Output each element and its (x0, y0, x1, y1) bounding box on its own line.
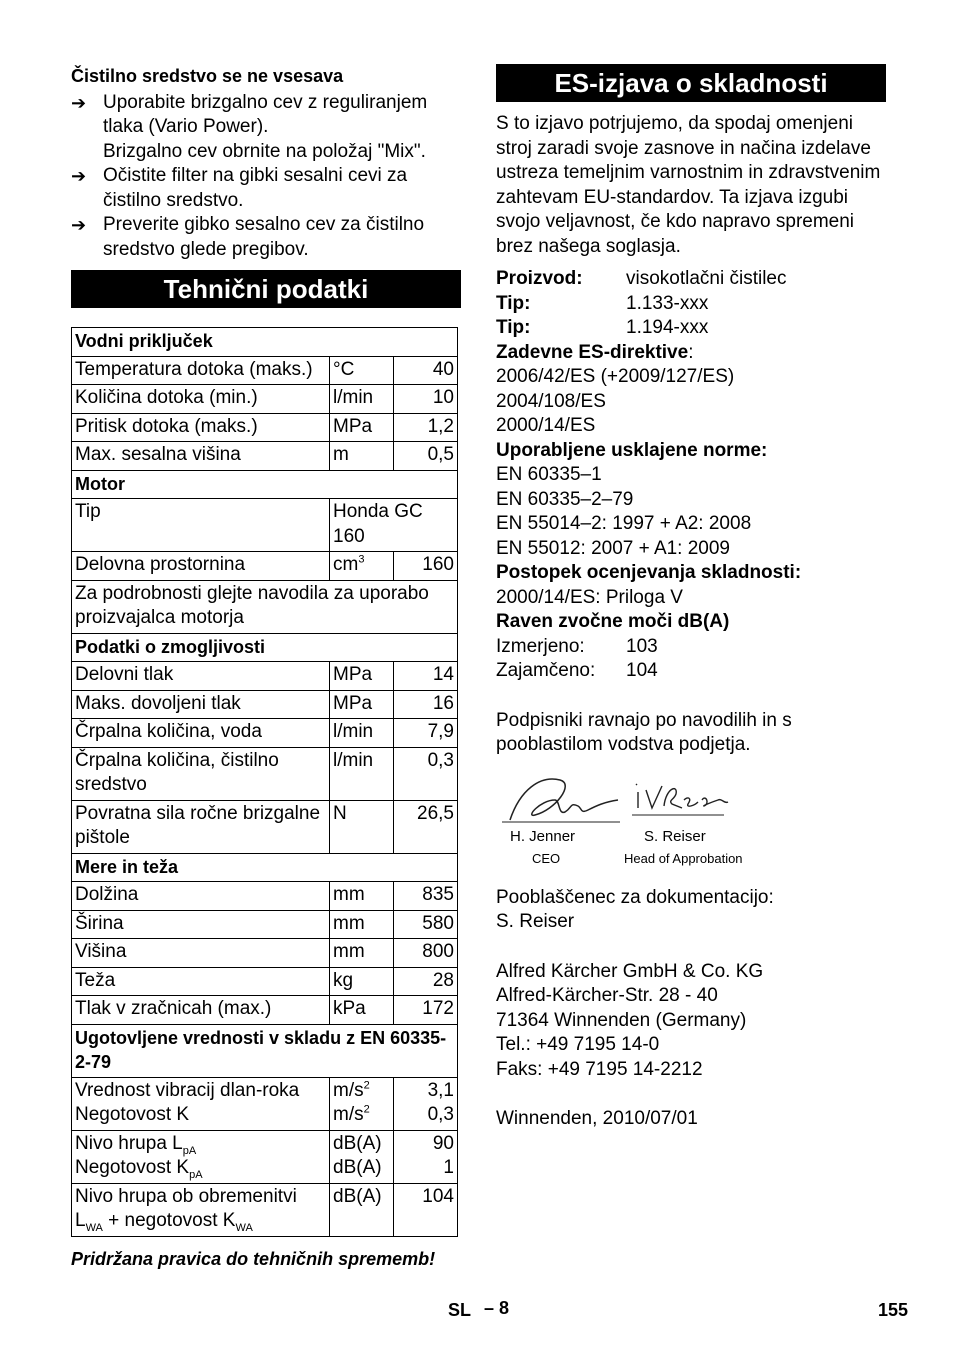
footer-language: SL (448, 1300, 472, 1320)
row-value (394, 1130, 458, 1183)
directives-label: Zadevne ES-direktive (496, 341, 689, 363)
row-label-line: Negotovost K (75, 1104, 190, 1125)
tech-data-table (71, 327, 458, 1237)
bullet-item (71, 164, 461, 213)
value-line: 3,1 (427, 1079, 454, 1101)
table-row (72, 882, 458, 911)
value-line: 0,3 (427, 1104, 454, 1125)
table-section-heading: Vodni priključek (72, 328, 458, 357)
table-row (72, 580, 458, 633)
company-line: Alfred-Kärcher-Str. 28 - 40 (496, 985, 718, 1006)
row-unit: MPa (330, 413, 394, 442)
es-declaration-heading: ES-izjava o skladnosti (496, 64, 886, 102)
row-value: 28 (394, 967, 458, 996)
row-unit: l/min (330, 719, 394, 748)
type-label: Tip: (496, 317, 531, 338)
row-unit: kPa (330, 996, 394, 1025)
table-section-heading: Ugotovljene vrednosti v skladu z EN 60335-2-79 (72, 1024, 458, 1077)
directives-colon: : (688, 341, 694, 363)
row-value: 160 (394, 552, 458, 581)
procedure-value: 2000/14/ES: Priloga V (496, 586, 683, 608)
row-unit: kg (330, 967, 394, 996)
bullet-text: Uporabite brizgalno cev z reguliranjem tlaka (Vario Power). (103, 91, 428, 137)
norm-item: EN 60335–1 (496, 464, 602, 485)
row-unit: N (330, 800, 394, 853)
table-row (72, 385, 458, 414)
unit-sup: 2 (363, 1103, 370, 1116)
row-unit: l/min (330, 385, 394, 414)
tech-data-heading: Tehnični podatki (71, 270, 461, 308)
norms-label: Uporabljene usklajene norme: (496, 439, 768, 461)
row-value: 835 (394, 882, 458, 911)
table-row (72, 1130, 458, 1183)
row-label: Max. sesalna višina (72, 442, 330, 471)
company-line: Tel.: +49 7195 14-0 (496, 1034, 660, 1055)
signers-text: Podpisniki ravnajo po navodilih in s pooblastilom vodstva podjetja. (496, 709, 792, 755)
row-unit (330, 1077, 394, 1130)
bullet-item (71, 91, 461, 140)
signer-2-role: Head of Approbation (624, 850, 743, 866)
row-value: 1,2 (394, 413, 458, 442)
changes-reserved-note: Pridržana pravica do tehničnih sprememb! (71, 1248, 436, 1269)
row-label-line: Vrednost vibracij dlan-roka (75, 1079, 300, 1101)
row-label: Teža (72, 967, 330, 996)
label-sub: WA (235, 1221, 253, 1234)
table-row (72, 499, 458, 552)
label-sub: pA (182, 1144, 197, 1157)
row-value: 14 (394, 662, 458, 691)
suction-problem-heading: Čistilno sredstvo se ne vsesava (71, 66, 344, 86)
row-value: 16 (394, 690, 458, 719)
arrow-right-icon: ➔ (71, 92, 87, 113)
table-row (72, 996, 458, 1025)
table-row (72, 690, 458, 719)
table-row (72, 910, 458, 939)
footer-page-number: 155 (878, 1300, 909, 1320)
table-row (72, 442, 458, 471)
bullet-extra-text: Brizgalno cev obrnite na položaj "Mix". (103, 140, 426, 162)
table-row (72, 800, 458, 853)
row-label: Dolžina (72, 882, 330, 911)
row-value: 104 (394, 1183, 458, 1236)
company-line: Faks: +49 7195 14-2212 (496, 1058, 703, 1080)
directive-item: 2004/108/ES (496, 390, 606, 412)
row-value: 172 (394, 996, 458, 1025)
label-text: Nivo hrupa ob obremenitvi L (75, 1185, 297, 1231)
documentation-label: Pooblaščenec za dokumentacijo: (496, 886, 774, 908)
table-row (72, 747, 458, 800)
product-label: Proizvod: (496, 268, 583, 289)
unit-line: dB(A) (333, 1132, 382, 1154)
label-text: Nivo hrupa L (75, 1132, 183, 1154)
row-label (72, 1077, 330, 1130)
signatures (496, 770, 886, 866)
table-row (72, 939, 458, 968)
row-value: 26,5 (394, 800, 458, 853)
row-value: 7,9 (394, 719, 458, 748)
place-date: Winnenden, 2010/07/01 (496, 1108, 698, 1129)
table-row (72, 413, 458, 442)
value-line: 90 (432, 1132, 454, 1154)
row-value (394, 1077, 458, 1130)
row-label: Delovni tlak (72, 662, 330, 691)
norm-item: EN 55012: 2007 + A1: 2009 (496, 537, 731, 559)
table-row (72, 552, 458, 581)
unit-text: m/s (333, 1104, 364, 1125)
documentation-officer (496, 886, 886, 935)
row-unit: °C (330, 356, 394, 385)
unit-text: cm (333, 554, 359, 575)
norm-item: EN 55014–2: 1997 + A2: 2008 (496, 513, 752, 534)
row-value: 0,3 (394, 747, 458, 800)
row-unit: m (330, 442, 394, 471)
table-row (72, 356, 458, 385)
product-value: visokotlačni čistilec (626, 268, 787, 289)
company-line: 71364 Winnenden (Germany) (496, 1009, 747, 1031)
table-row (72, 719, 458, 748)
table-section-heading: Mere in teža (72, 853, 458, 882)
signer-2-name: S. Reiser (644, 827, 706, 845)
label-sub: pA (189, 1168, 203, 1181)
directive-item: 2006/42/ES (+2009/127/ES) (496, 366, 735, 387)
row-unit: MPa (330, 662, 394, 691)
table-row (72, 662, 458, 691)
type-label: Tip: (496, 292, 531, 314)
unit-line: dB(A) (333, 1157, 382, 1178)
company-address (496, 960, 886, 1083)
guaranteed-label: Zajamčeno: (496, 660, 596, 681)
table-row (72, 967, 458, 996)
bullet-text: Preverite gibko sesalno cev za čistilno sredstvo glede pregibov. (103, 214, 425, 260)
row-value: 40 (394, 356, 458, 385)
guaranteed-value: 104 (626, 660, 658, 681)
measured-value: 103 (626, 635, 658, 657)
directive-item: 2000/14/ES (496, 415, 596, 436)
company-line: Alfred Kärcher GmbH & Co. KG (496, 960, 764, 982)
row-unit: dB(A) (330, 1183, 394, 1236)
row-label: Maks. dovoljeni tlak (72, 690, 330, 719)
row-unit: MPa (330, 690, 394, 719)
signer-1-name: H. Jenner (510, 827, 576, 845)
row-unit: mm (330, 910, 394, 939)
label-text: + negotovost K (102, 1210, 236, 1231)
unit-sup: 2 (363, 1079, 370, 1092)
arrow-right-icon: ➔ (71, 166, 87, 186)
row-unit: mm (330, 882, 394, 911)
unit-sup: 3 (358, 553, 365, 566)
row-value: 580 (394, 910, 458, 939)
table-section-heading: Motor (72, 470, 458, 499)
signer-1-role: CEO (532, 850, 561, 866)
table-row (72, 1077, 458, 1130)
row-label (72, 1183, 330, 1236)
value-line: 1 (443, 1157, 454, 1178)
row-label: Povratna sila ročne brizgalne pištole (72, 800, 330, 853)
declaration-intro: S to izjavo potrjujemo, da spodaj omenjeni stroj zaradi svoje zasnove in načina izdelave ustreza temeljnim varnostnim in zdravstvenim zahtevam EU-standardov. Ta izjava izgubi svojo veljavnost, če kdo napravo spremeni brez našega soglasja. (496, 113, 881, 257)
signature-jenner-image (500, 770, 630, 830)
row-unit (330, 1130, 394, 1183)
row-label: Tip (72, 499, 330, 552)
table-section-heading: Podatki o zmogljivosti (72, 633, 458, 662)
row-label: Črpalna količina, voda (72, 719, 330, 748)
documentation-name: S. Reiser (496, 911, 575, 932)
left-column (71, 64, 461, 1272)
bullet-text: Očistite filter na gibki sesalni cevi za čistilno sredstvo. (103, 165, 408, 211)
row-unit: mm (330, 939, 394, 968)
row-label: Za podrobnosti glejte navodila za uporabo proizvajalca motorja (72, 580, 458, 633)
row-value: 0,5 (394, 442, 458, 471)
norm-item: EN 60335–2–79 (496, 488, 634, 510)
row-value: 800 (394, 939, 458, 968)
row-value: 10 (394, 385, 458, 414)
row-value: Honda GC 160 (330, 499, 458, 552)
label-text: Negotovost K (75, 1157, 190, 1178)
row-unit: l/min (330, 747, 394, 800)
procedure-label: Postopek ocenjevanja skladnosti: (496, 562, 802, 583)
row-label: Pritisk dotoka (maks.) (72, 413, 330, 442)
type-value: 1.194-xxx (626, 317, 709, 338)
unit-text: m/s (333, 1079, 364, 1101)
right-column (496, 64, 886, 1132)
sound-power-label: Raven zvočne moči dB(A) (496, 611, 730, 632)
row-label: Širina (72, 910, 330, 939)
row-label (72, 1130, 330, 1183)
measured-label: Izmerjeno: (496, 635, 585, 657)
table-row (72, 1183, 458, 1236)
row-unit (330, 552, 394, 581)
row-label: Delovna prostornina (72, 552, 330, 581)
footer-section-page: – 8 (484, 1298, 510, 1318)
label-sub: WA (85, 1221, 103, 1234)
row-label: Črpalna količina, čistilno sredstvo (72, 747, 330, 800)
signature-reiser-image (632, 778, 742, 823)
row-label: Tlak v zračnicah (max.) (72, 996, 330, 1025)
arrow-right-icon: ➔ (71, 215, 87, 235)
row-label: Temperatura dotoka (maks.) (72, 356, 330, 385)
row-label: Količina dotoka (min.) (72, 385, 330, 414)
product-info (496, 267, 886, 684)
type-value: 1.133-xxx (626, 292, 709, 314)
bullet-item (71, 213, 461, 262)
row-label: Višina (72, 939, 330, 968)
